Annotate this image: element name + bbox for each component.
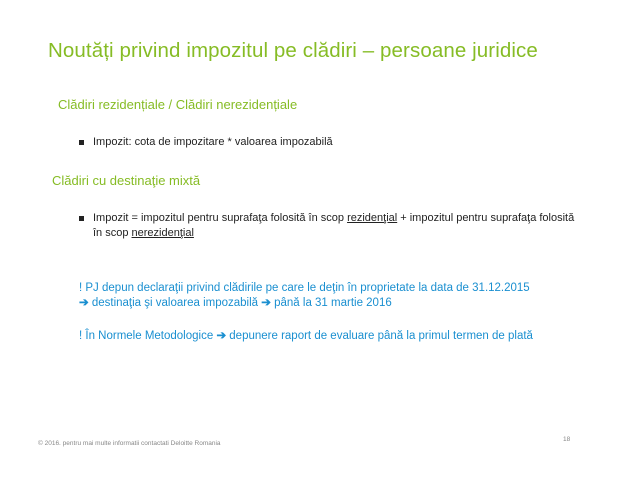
section-heading-residential: Clădiri rezidențiale / Clădiri nerezidențiale <box>58 97 298 112</box>
page-number: 18 <box>563 436 571 443</box>
note-deadline-text-a: destinaţia şi valoarea impozabilă <box>91 297 259 309</box>
term-residential: rezidenţial <box>347 212 398 224</box>
bullet-text <box>93 211 579 241</box>
bullet-square-icon <box>79 216 84 221</box>
term-nonresidential: nerezidenţial <box>131 227 194 239</box>
bullet-square-icon <box>79 140 84 145</box>
note-deadline-text-b: până la 31 martie 2016 <box>274 297 392 309</box>
note-declaration: ! PJ depun declaraţii privind clădirile pe care le deţin în proprietate la data de 31.12.2015 <box>79 282 530 294</box>
bullet-text: Impozit: cota de impozitare * valoarea impozabilă <box>93 136 333 148</box>
note-deadline <box>79 295 392 311</box>
bullet-mixed-tax <box>79 211 579 241</box>
bullet-text-part2: + impozitul pentru suprafaţa folosită în scop <box>93 212 575 239</box>
note-methodology <box>79 328 533 344</box>
arrow-right-icon: ➔ <box>261 297 271 309</box>
arrow-right-icon: ➔ <box>216 330 227 342</box>
bullet-text-part1: Impozit = impozitul pentru suprafaţa folosită în scop <box>93 212 348 224</box>
slide-title: Noutăți privind impozitul pe clădiri – persoane juridice <box>48 39 538 62</box>
bullet-tax-formula <box>79 135 333 150</box>
note-methodology-text-b: depunere raport de evaluare până la primul termen de plată <box>229 330 533 342</box>
note-methodology-text-a: ! În Normele Metodologice <box>79 330 214 342</box>
section-heading-mixed: Clădiri cu destinaţie mixtă <box>52 173 201 188</box>
footer-copyright: © 2016. pentru mai multe informatii contactati Deloitte Romania <box>38 440 221 447</box>
arrow-right-icon: ➔ <box>79 297 89 309</box>
